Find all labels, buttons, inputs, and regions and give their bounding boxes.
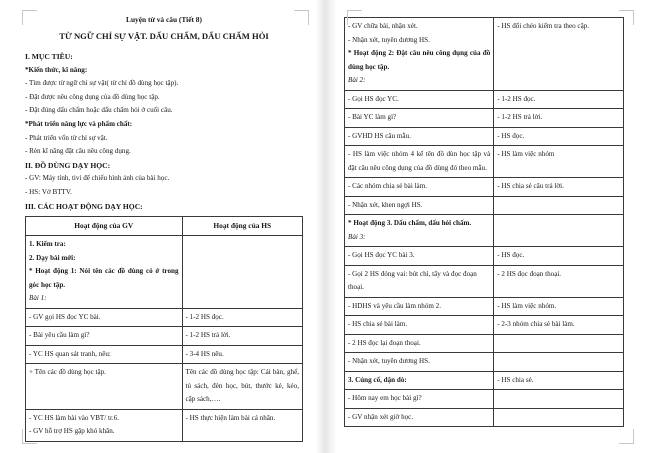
table-cell-hs: [494, 265, 624, 297]
table-cell-hs: [494, 178, 624, 197]
cell-text: - 2 HS đọc lại đoạn thoại.: [348, 338, 421, 347]
table-row: [345, 371, 624, 390]
cell-text: - 3-4 HS nêu.: [185, 349, 224, 358]
table-cell-hs: [494, 353, 624, 372]
table-row: [345, 265, 624, 297]
table-row: [345, 353, 624, 372]
table-cell-gv: [26, 308, 183, 327]
table-cell-hs: [494, 334, 624, 353]
cell-text: - 2-3 nhóm chia sẻ bài làm.: [497, 320, 575, 328]
table-cell-hs: [494, 215, 624, 247]
section-heading: *Kiến thức, kĩ năng:: [25, 65, 88, 74]
cell-text: 1. Kiểm tra:: [29, 240, 66, 249]
cell-text: * Hoạt động 1: Nói tên các đồ dùng có ở trong góc học tập.: [29, 267, 179, 289]
cell-text: - 2 HS đọc đoạn thoại.: [497, 269, 562, 278]
cell-text: - HDHS và yêu cầu làm nhóm 2.: [348, 301, 441, 310]
table-cell-gv: [26, 327, 183, 346]
cell-text: - GV hỗ trợ HS gặp khó khăn.: [29, 427, 115, 436]
table-row: [345, 109, 624, 128]
cell-text: 3. Củng cố, dặn dò:: [348, 375, 407, 384]
cell-text: - HS đọc.: [497, 131, 525, 140]
section-heading: I. MỤC TIÊU:: [25, 52, 73, 61]
table-row: [345, 127, 624, 146]
cell-text: - YC HS làm bài vào VBT/ tr.6.: [29, 413, 120, 422]
activities-table-left: [25, 216, 303, 442]
table-cell-gv: [345, 297, 494, 316]
table-cell-hs: [182, 308, 303, 327]
table-cell-hs: [494, 316, 624, 335]
cell-text: - Bài YC làm gì?: [348, 113, 397, 121]
table-cell-gv: [345, 371, 494, 390]
cell-text: - GV gọi HS đọc YC bài.: [29, 312, 101, 321]
cell-text: - 1-2 HS trả lời.: [497, 113, 543, 121]
table-cell-gv: [345, 215, 494, 247]
lesson-subtitle: Luyện từ và câu (Tiết 8): [126, 15, 202, 24]
table-cell-hs: [182, 364, 303, 410]
cell-text: - HS làm việc nhóm: [497, 150, 555, 158]
table-cell-hs: [494, 408, 624, 427]
cell-text: - HS đọc.: [497, 251, 525, 259]
crop-mark-bottom-right-right-page: [619, 429, 634, 444]
table-cell-hs: [182, 327, 303, 346]
cell-text: Bài 2:: [348, 76, 366, 84]
table-cell-hs: [494, 109, 624, 128]
objective-line: - Phát triển vốn từ chỉ sự vật.: [25, 133, 108, 142]
table-cell-hs: [494, 146, 624, 178]
cell-text: - HS thực hiện làm bài cá nhân.: [185, 413, 276, 422]
table-cell-hs: [494, 196, 624, 215]
table-cell-gv: [26, 364, 183, 410]
table-cell-gv: [345, 390, 494, 409]
section-heading: III. CÁC HOẠT ĐỘNG DẠY HỌC:: [25, 201, 143, 211]
objective-line: - Rèn kĩ năng đặt câu nêu công dụng.: [25, 147, 131, 156]
cell-text: - 1-2 HS đọc.: [497, 94, 536, 103]
objective-line: - Đặt được nêu công dụng của đồ dùng học tập.: [25, 92, 160, 101]
cell-text: + Tên các đồ dùng học tập.: [29, 368, 106, 377]
cell-text: - GV nhận xét giờ học.: [348, 412, 414, 421]
table-cell-gv: [345, 18, 494, 91]
table-row: [26, 345, 303, 364]
table-row: [26, 236, 303, 309]
column-header-gv: Hoạt động của GV: [26, 217, 183, 236]
cell-text: Bài 1:: [29, 294, 47, 303]
cell-text: * Hoạt động 3. Dấu chấm, dấu hỏi chấm.: [348, 219, 472, 227]
cell-text: - Các nhóm chia sẻ bài làm.: [348, 182, 427, 190]
cell-text: - Nhận xét, tuyên dương HS.: [348, 357, 430, 365]
cell-text: - Gọi 2 HS đóng vai: bút chì, tẩy và đọc đoạn thoại.: [348, 269, 477, 291]
cell-text: - HS làm việc nhóm.: [497, 301, 557, 310]
cell-text: - GVHD HS câu mẫu.: [348, 131, 411, 140]
table-cell-hs: [494, 371, 624, 390]
column-header-hs: Hoạt động của HS: [182, 217, 303, 236]
table-row: [345, 18, 624, 91]
cell-text: 2. Dạy bài mới:: [29, 253, 76, 262]
objective-line: - Tìm được từ ngữ chỉ sự vật( từ chỉ đồ dùng học tập).: [25, 79, 179, 88]
cell-text: Bài 3:: [348, 232, 366, 241]
table-row: [26, 409, 303, 441]
cell-text: - HS chia sẻ câu trả lời.: [497, 182, 564, 190]
cell-text: - Nhận xét, khen ngợi HS.: [348, 200, 423, 209]
table-row: [26, 308, 303, 327]
table-cell-gv: [345, 408, 494, 427]
objective-line: - GV: Máy tính, tivi để chiếu hình ảnh của bài học.: [25, 174, 170, 183]
cell-text: - GV chữa bài, nhận xét.: [348, 22, 418, 30]
table-row: [345, 196, 624, 215]
table-row: [345, 297, 624, 316]
section-heading: II. ĐỒ DÙNG DẠY HỌC:: [25, 160, 111, 170]
table-cell-hs: [182, 409, 303, 441]
table-row: [345, 316, 624, 335]
table-cell-gv: [26, 345, 183, 364]
table-cell-hs: [494, 18, 624, 91]
document-page-right: [325, 0, 650, 453]
table-cell-gv: [345, 109, 494, 128]
objective-line: - Đặt đúng dấu chấm hoặc dấu chấm hỏi ở cuối câu.: [25, 106, 173, 115]
table-row: [345, 146, 624, 178]
table-cell-hs: [494, 247, 624, 266]
cell-text: - Bài yêu cầu làm gì?: [29, 331, 90, 340]
section-heading: *Phát triển năng lực và phẩm chất:: [25, 119, 133, 128]
table-cell-gv: [26, 409, 183, 441]
cell-text: - HS đổi chéo kiểm tra theo cặp.: [497, 22, 590, 30]
table-cell-gv: [345, 127, 494, 146]
cell-text: - HS chia sẻ bài làm.: [348, 320, 408, 328]
table-row: [26, 327, 303, 346]
table-row: [345, 408, 624, 427]
table-cell-gv: [345, 146, 494, 178]
table-cell-gv: [345, 353, 494, 372]
table-cell-gv: [26, 236, 183, 309]
left-page-body: [25, 14, 303, 442]
objective-line: - HS: Vở BTTV.: [25, 187, 72, 196]
cell-text: - HS làm việc nhóm 4 kể tên đồ dùn học tập và đặt câu nêu công dụng của đồ dùng đó theo mẫu.: [348, 150, 491, 172]
table-cell-hs: [182, 236, 303, 309]
cell-text: Tên các đồ dùng học tập: Cái bàn, ghế, tủ sách, đèn học, bút, thước kẻ, kéo, cặp sách,….: [185, 368, 299, 404]
activities-table-right: [344, 17, 624, 427]
table-row: [345, 90, 624, 109]
table-cell-gv: [345, 196, 494, 215]
table-row: [345, 390, 624, 409]
cell-text: * Hoạt động 2: Đặt câu nêu công dụng của đồ dùng học tập.: [348, 49, 491, 71]
table-cell-hs: [494, 297, 624, 316]
table-cell-hs: [182, 345, 303, 364]
objectives-section: [25, 50, 303, 213]
cell-text: - Hôm nay em học bài gì?: [348, 394, 422, 402]
cell-text: - 1-2 HS đọc.: [185, 312, 224, 321]
table-header-row: [26, 217, 303, 236]
table-row: [26, 364, 303, 410]
table-cell-gv: [345, 178, 494, 197]
cell-text: - Nhận xét, tuyên dương HS.: [348, 35, 430, 44]
table-cell-gv: [345, 265, 494, 297]
table-row: [345, 247, 624, 266]
table-cell-gv: [345, 247, 494, 266]
table-cell-hs: [494, 127, 624, 146]
table-cell-gv: [345, 334, 494, 353]
table-cell-gv: [345, 90, 494, 109]
cell-text: - YC HS quan sát tranh, nêu:: [29, 349, 111, 358]
cell-text: - HS chia sẻ.: [497, 375, 534, 384]
cell-text: - 1-2 HS trả lời.: [185, 331, 231, 340]
cell-text: - Gọi HS đọc YC.: [348, 94, 399, 103]
table-row: [345, 215, 624, 247]
table-row: [345, 334, 624, 353]
table-cell-gv: [345, 316, 494, 335]
right-page-body: [344, 14, 624, 427]
cell-text: - Gọi HS đọc YC bài 3.: [348, 251, 415, 259]
table-row: [345, 178, 624, 197]
table-cell-hs: [494, 390, 624, 409]
table-cell-hs: [494, 90, 624, 109]
lesson-title: TỪ NGỮ CHỈ SỰ VẬT. DẤU CHẤM, DẤU CHẤM HỎI: [59, 31, 269, 41]
